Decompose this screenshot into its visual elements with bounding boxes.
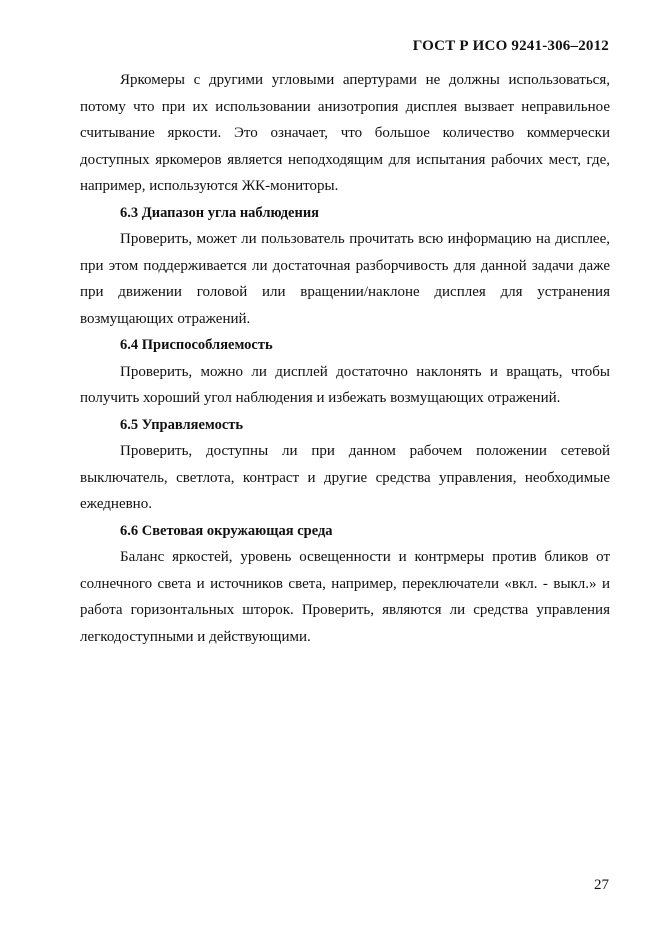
section-heading-6-6: 6.6 Световая окружающая среда	[120, 522, 333, 539]
section-heading-6-3: 6.3 Диапазон угла наблюдения	[120, 204, 320, 221]
paragraph-6-5: Проверить, доступны ли при данном рабочем положении сетевой выключатель, светлота, контраст и другие средства управления, необходимые ежедневно.	[80, 443, 610, 512]
paragraph-6-4: Проверить, можно ли дисплей достаточно наклонять и вращать, чтобы получить хороший угол наблюдения и избежать возмущающих отражений.	[80, 363, 610, 406]
section-heading-6-4: 6.4 Приспособляемость	[120, 337, 273, 353]
document-code-header: ГОСТ Р ИСО 9241-306–2012	[412, 38, 609, 54]
paragraph-6-3: Проверить, может ли пользователь прочитать всю информацию на дисплее, при этом поддерживается ли достаточная разборчивость для данной задачи даже при движении головой или вращении/наклоне дисплея для устранения возмущающих отражений.	[80, 231, 610, 327]
document-body	[80, 67, 610, 650]
paragraph-6-6: Баланс яркостей, уровень освещенности и контрмеры против бликов от солнечного света и источников света, например, переключатели «вкл. - выкл.» и работа горизонтальных шторок. Проверить, являются ли средства управления легкодоступными и действующими.	[80, 549, 610, 645]
section-heading-6-5: 6.5 Управляемость	[120, 416, 244, 433]
paragraph-intro: Яркомеры с другими угловыми апертурами не должны использоваться, потому что при их использовании анизотропия дисплея вызвает неправильное считывание яркости. Это означает, что большое количество коммерчески доступных яркомеров является неподходящим для испытания рабочих мест, где, например, используются ЖК-мониторы.	[80, 72, 610, 194]
page-number: 27	[594, 877, 609, 893]
